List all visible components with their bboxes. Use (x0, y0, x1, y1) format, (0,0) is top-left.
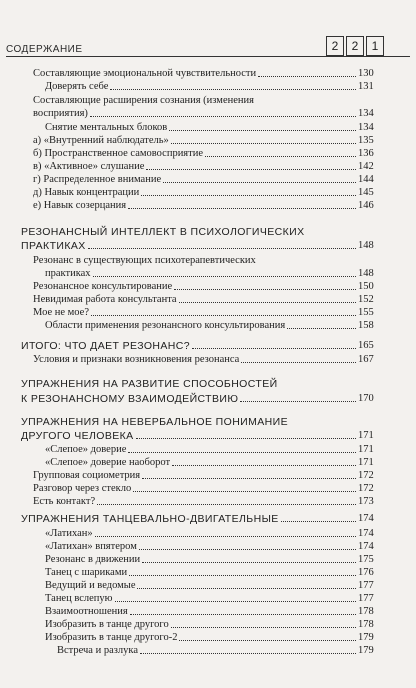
toc-entry-title: Области применения резонансного консультирования (45, 320, 286, 331)
toc-entry-title: Доверять себе (45, 81, 109, 92)
toc-entry-page: 165 (358, 340, 374, 351)
leader-dots (146, 168, 356, 170)
toc-entry-page: 179 (358, 632, 374, 643)
toc-section (21, 340, 386, 352)
toc-entry (45, 606, 386, 618)
section-heading: УПРАЖНЕНИЯ НА РАЗВИТИЕ СПОСОБНОСТЕЙ (21, 378, 278, 390)
toc-entry-title: Невидимая работа консультанта (33, 294, 177, 305)
toc-entry-page: 174 (358, 513, 374, 524)
toc-entry-page: 135 (358, 135, 374, 146)
leader-dots (141, 194, 356, 196)
toc-section (21, 393, 386, 405)
section-heading: ДРУГОГО ЧЕЛОВЕКА (21, 430, 134, 442)
section-heading: ИТОГО: ЧТО ДАЕТ РЕЗОНАНС? (21, 340, 190, 352)
toc-entry (45, 81, 386, 93)
toc-entry-page: 148 (358, 268, 374, 279)
toc-entry-title: Встреча и разлука (57, 645, 138, 656)
toc-entry-page: 142 (358, 161, 374, 172)
leader-dots (179, 301, 356, 303)
leader-dots (172, 464, 356, 466)
leader-dots (142, 561, 356, 563)
toc-entry-page: 171 (358, 457, 374, 468)
toc-entry-page: 130 (358, 68, 374, 79)
section-heading: РЕЗОНАНСНЫЙ ИНТЕЛЛЕКТ В ПСИХОЛОГИЧЕСКИХ (21, 226, 305, 238)
page-digit: 2 (326, 36, 344, 56)
toc-entry (33, 281, 386, 293)
toc-entry (33, 307, 386, 319)
toc-entry (45, 541, 386, 553)
leader-dots (139, 548, 356, 550)
toc-entry (33, 496, 386, 508)
page-header (0, 36, 416, 62)
leader-dots (91, 314, 356, 316)
leader-dots (93, 275, 356, 277)
section-heading: ПРАКТИКАХ (21, 240, 86, 252)
toc-entry (33, 200, 386, 212)
leader-dots (95, 535, 356, 537)
toc-entry-page: 177 (358, 580, 374, 591)
leader-dots (171, 626, 356, 628)
toc-entry-title: д) Навык концентрации (33, 187, 140, 198)
leader-dots (97, 503, 356, 505)
leader-dots (128, 451, 356, 453)
section-heading: УПРАЖНЕНИЯ ТАНЦЕВАЛЬНО-ДВИГАТЕЛЬНЫЕ (21, 513, 279, 525)
toc-entry (33, 148, 386, 160)
toc-entry-title: Резонанс в движении (45, 554, 141, 565)
header-rule (6, 56, 410, 57)
toc-entry (45, 528, 386, 540)
toc-section (21, 240, 386, 252)
toc-entry-page: 158 (358, 320, 374, 331)
toc-entry (45, 580, 386, 592)
toc-entry (45, 122, 386, 134)
section-title: СОДЕРЖАНИЕ (6, 44, 83, 55)
toc-entry (45, 268, 386, 280)
toc-entry-page: 167 (358, 354, 374, 365)
toc-entry-title: г) Распределенное внимание (33, 174, 162, 185)
toc-entry (33, 354, 386, 366)
leader-dots (115, 600, 356, 602)
toc-entry (45, 567, 386, 579)
toc-entry-page: 172 (358, 470, 374, 481)
toc-entry-title: Есть контакт? (33, 496, 96, 507)
toc-entry-page: 178 (358, 619, 374, 630)
toc-entry-page: 172 (358, 483, 374, 494)
toc-entry-page: 173 (358, 496, 374, 507)
toc-entry-title: «Слепое» доверие наоборот (45, 457, 171, 468)
leader-dots (136, 437, 356, 439)
toc-entry-title: «Латихан» впятером (45, 541, 137, 552)
section-heading: УПРАЖНЕНИЯ НА НЕВЕРБАЛЬНОЕ ПОНИМАНИЕ (21, 416, 289, 428)
toc-entry (33, 135, 386, 147)
toc-entry-title: Мое не мое? (33, 307, 89, 318)
leader-dots (110, 88, 356, 90)
leader-dots (258, 75, 356, 77)
toc-entry-title: Условия и признаки возникновения резонанса (33, 354, 240, 365)
toc-entry-title: Резонанс в существующих психотерапевтических (33, 255, 256, 266)
toc-entry-page: 175 (358, 554, 374, 565)
toc-entry-page: 179 (358, 645, 374, 656)
toc-entry (45, 444, 386, 456)
toc-entry (33, 68, 386, 80)
toc-entry-page: 144 (358, 174, 374, 185)
leader-dots (287, 327, 356, 329)
toc-entry-title: Изобразить в танце другого-2 (45, 632, 178, 643)
toc-entry (45, 632, 386, 644)
leader-dots (192, 347, 356, 349)
toc-entry-title: «Латихан» (45, 528, 93, 539)
leader-dots (88, 247, 356, 249)
toc-entry-page: 134 (358, 122, 374, 133)
leader-dots (174, 288, 356, 290)
toc-entry-page: 136 (358, 148, 374, 159)
leader-dots (133, 490, 356, 492)
toc-section (21, 430, 386, 442)
toc-entry-page: 178 (358, 606, 374, 617)
toc-entry-page: 174 (358, 541, 374, 552)
toc-entry-title: е) Навык созерцания (33, 200, 127, 211)
toc-entry-title: а) «Внутренний наблюдатель» (33, 135, 169, 146)
page-digit: 1 (366, 36, 384, 56)
leader-dots (241, 361, 356, 363)
toc-entry (45, 619, 386, 631)
toc-entry (33, 187, 386, 199)
leader-dots (90, 115, 356, 117)
toc-entry (45, 320, 386, 332)
toc-entry-page: 148 (358, 240, 374, 251)
leader-dots (240, 400, 356, 402)
toc-entry-title: Взаимоотношения (45, 606, 128, 617)
leader-dots (130, 613, 356, 615)
section-heading: К РЕЗОНАНСНОМУ ВЗАИМОДЕЙСТВИЮ (21, 393, 239, 405)
toc-entry-title: б) Пространственное самовосприятие (33, 148, 204, 159)
toc-entry-title: Танец с шариками (45, 567, 128, 578)
leader-dots (171, 142, 356, 144)
toc-entry (33, 174, 386, 186)
toc-entry-title: Разговор через стекло (33, 483, 132, 494)
toc-entry-page: 134 (358, 108, 374, 119)
leader-dots (142, 477, 356, 479)
toc-entry-title: Танец вслепую (45, 593, 113, 604)
toc-entry (45, 554, 386, 566)
leader-dots (129, 574, 356, 576)
toc-entry-page: 171 (358, 444, 374, 455)
toc-entry-page: 176 (358, 567, 374, 578)
toc-entry-title: Ведущий и ведомые (45, 580, 136, 591)
toc-entry-page: 170 (358, 393, 374, 404)
toc-entry-page: 146 (358, 200, 374, 211)
leader-dots (205, 155, 356, 157)
toc-entry-title: Составляющие расширения сознания (изменения (33, 95, 254, 106)
toc-entry (33, 470, 386, 482)
toc-entry-page: 177 (358, 593, 374, 604)
leader-dots (128, 207, 356, 209)
toc-entry-title: восприятия) (33, 108, 88, 119)
page-number-boxes (324, 36, 384, 56)
toc-entry-title: Составляющие эмоциональной чувствительности (33, 68, 257, 79)
toc-entry-page: 155 (358, 307, 374, 318)
leader-dots (140, 652, 356, 654)
toc-entry (57, 645, 386, 657)
toc-entry (45, 593, 386, 605)
toc-entry-title: в) «Активное» слушание (33, 161, 145, 172)
toc-entry-page: 150 (358, 281, 374, 292)
toc-entry-title: Групповая социометрия (33, 470, 141, 481)
page-digit: 2 (346, 36, 364, 56)
toc-entry-title: «Слепое» доверие (45, 444, 127, 455)
toc-entry-title: Изобразить в танце другого (45, 619, 169, 630)
toc-entry-page: 145 (358, 187, 374, 198)
toc-entry (45, 457, 386, 469)
leader-dots (179, 639, 356, 641)
toc-entry-title: практиках (45, 268, 91, 279)
toc-entry-title: Снятие ментальных блоков (45, 122, 168, 133)
toc-entry-page: 174 (358, 528, 374, 539)
toc-entry-title: Резонансное консультирование (33, 281, 173, 292)
toc-entry (33, 108, 386, 120)
toc-entry (33, 294, 386, 306)
leader-dots (163, 181, 356, 183)
toc-section (21, 513, 386, 525)
leader-dots (169, 129, 356, 131)
leader-dots (137, 587, 356, 589)
toc-entry (33, 483, 386, 495)
toc-entry-page: 131 (358, 81, 374, 92)
toc-entry-page: 152 (358, 294, 374, 305)
leader-dots (281, 520, 356, 522)
toc-entry (33, 161, 386, 173)
toc-entry-page: 171 (358, 430, 374, 441)
